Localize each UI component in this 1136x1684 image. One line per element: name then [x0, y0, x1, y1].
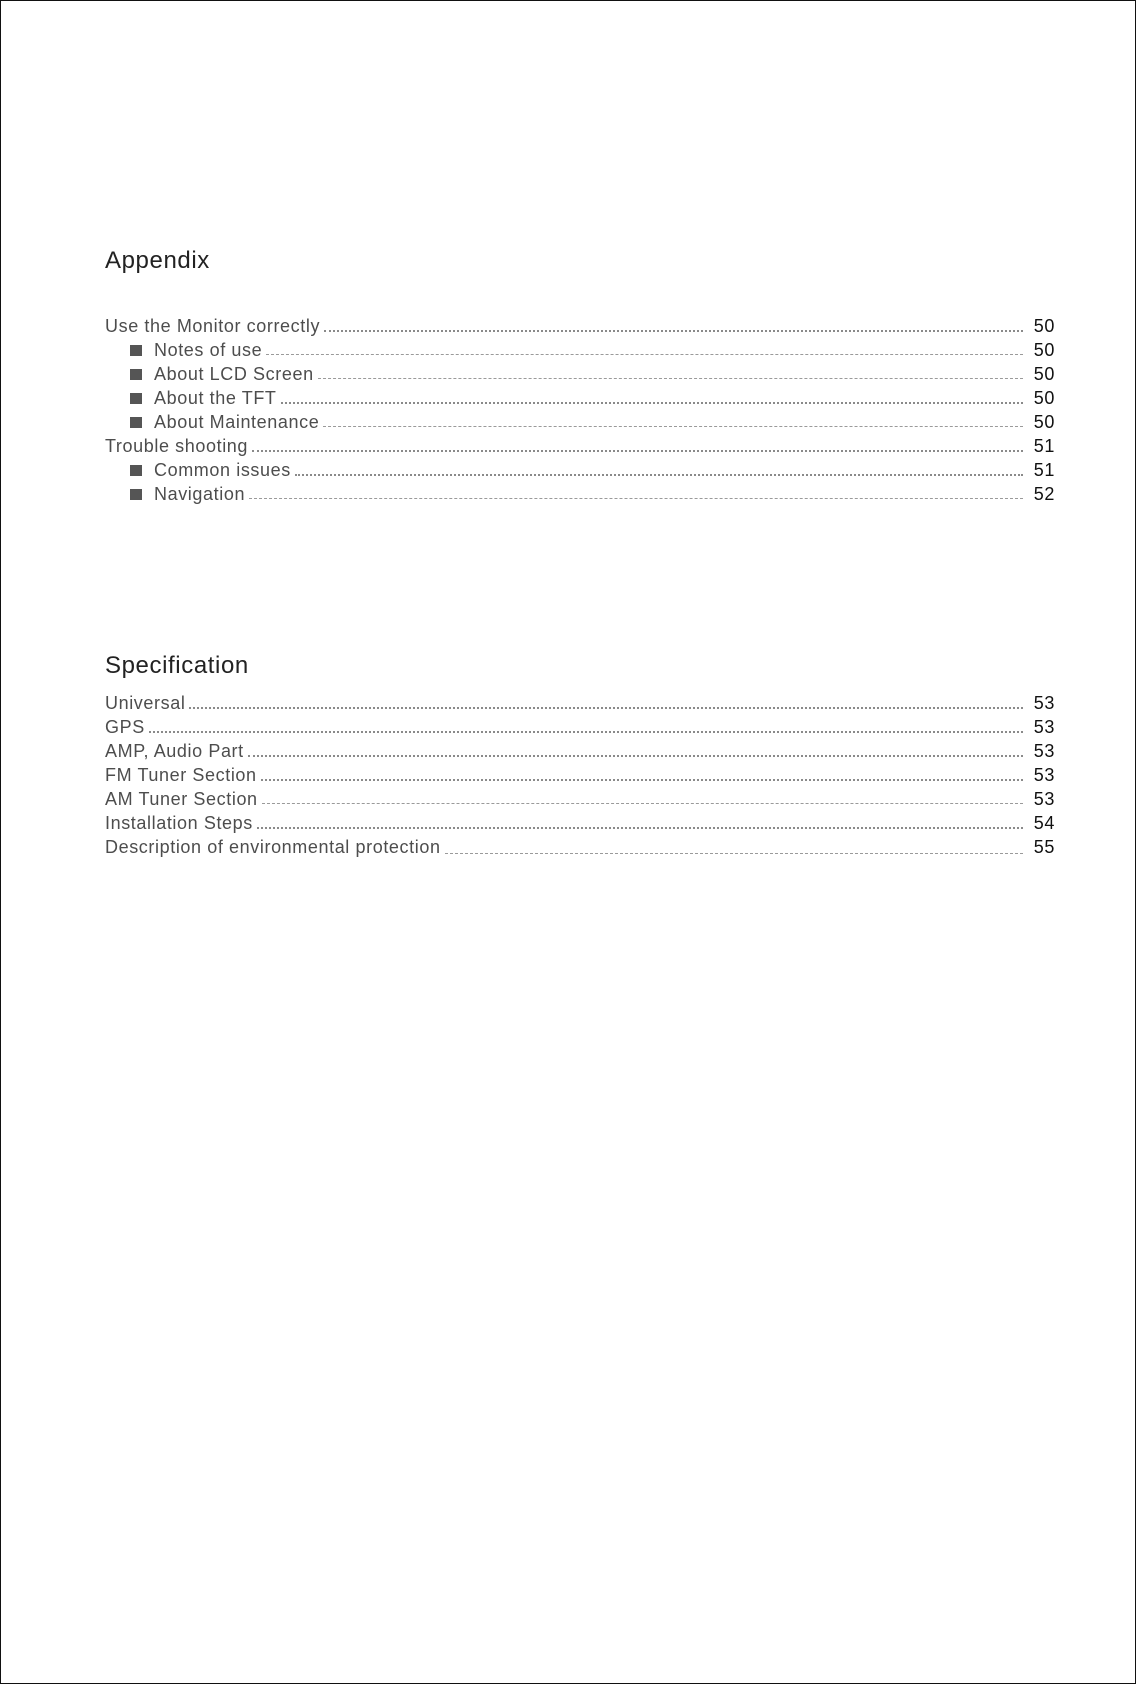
toc-entry-label: Trouble shooting [105, 436, 249, 456]
toc-entry-label: AM Tuner Section [105, 789, 258, 809]
toc-entry-label: GPS [105, 717, 145, 737]
dot-leader [266, 353, 1023, 355]
dot-leader [149, 730, 1023, 733]
toc-page-number: 53 [1033, 717, 1055, 737]
dot-leader [445, 852, 1023, 854]
toc-page-number: 55 [1033, 837, 1055, 857]
toc-entry-amp-audio-part[interactable] [105, 741, 1055, 765]
square-bullet-icon [130, 417, 142, 428]
toc-entry-about-lcd-screen[interactable] [105, 364, 1055, 388]
toc-entry-label: Universal [105, 693, 186, 713]
toc-page-number: 52 [1033, 484, 1055, 504]
toc-entry-gps[interactable] [105, 717, 1055, 741]
toc-page-number: 51 [1033, 436, 1055, 456]
specification-heading: Specification [105, 652, 249, 679]
toc-entry-label: Notes of use [154, 340, 263, 360]
toc-entry-label: Installation Steps [105, 813, 253, 833]
toc-page-number: 50 [1033, 364, 1055, 384]
toc-page-number: 51 [1033, 460, 1055, 480]
toc-page-number: 53 [1033, 693, 1055, 713]
dot-leader [281, 401, 1023, 404]
toc-entry-environmental-protection[interactable] [105, 837, 1055, 865]
toc-page-number: 53 [1033, 765, 1055, 785]
appendix-heading: Appendix [105, 247, 210, 274]
square-bullet-icon [130, 465, 142, 476]
toc-page-number: 50 [1033, 316, 1055, 336]
dot-leader [295, 473, 1023, 476]
toc-entry-installation-steps[interactable] [105, 813, 1055, 837]
dot-leader [323, 425, 1023, 427]
toc-page-number: 53 [1033, 789, 1055, 809]
dot-leader [324, 329, 1023, 332]
toc-entry-common-issues[interactable] [105, 460, 1055, 484]
toc-entry-label: About LCD Screen [154, 364, 314, 384]
dot-leader [189, 706, 1023, 709]
toc-entry-about-the-tft[interactable] [105, 388, 1055, 412]
specification-toc-list [105, 693, 1055, 865]
toc-entry-use-the-monitor-correctly[interactable] [105, 316, 1055, 340]
square-bullet-icon [130, 369, 142, 380]
dot-leader [257, 826, 1023, 829]
toc-page-number: 53 [1033, 741, 1055, 761]
toc-entry-label: Use the Monitor correctly [105, 316, 321, 336]
toc-page-number: 50 [1033, 388, 1055, 408]
toc-entry-trouble-shooting[interactable] [105, 436, 1055, 460]
toc-entry-about-maintenance[interactable] [105, 412, 1055, 436]
toc-entry-label: AMP, Audio Part [105, 741, 244, 761]
square-bullet-icon [130, 489, 142, 500]
toc-page-number: 54 [1033, 813, 1055, 833]
toc-entry-label: Navigation [154, 484, 246, 504]
dot-leader [262, 802, 1023, 804]
square-bullet-icon [130, 393, 142, 404]
toc-entry-label: Description of environmental protection [105, 837, 441, 857]
toc-entry-label: About the TFT [154, 388, 277, 408]
square-bullet-icon [130, 345, 142, 356]
toc-entry-navigation[interactable] [105, 484, 1055, 508]
toc-entry-fm-tuner-section[interactable] [105, 765, 1055, 789]
dot-leader [252, 449, 1023, 452]
toc-entry-label: Common issues [154, 460, 291, 480]
dot-leader [248, 754, 1023, 757]
dot-leader [318, 377, 1023, 379]
toc-page-number: 50 [1033, 340, 1055, 360]
appendix-toc-list [105, 316, 1055, 508]
toc-entry-am-tuner-section[interactable] [105, 789, 1055, 813]
toc-page-number: 50 [1033, 412, 1055, 432]
toc-entry-universal[interactable] [105, 693, 1055, 717]
dot-leader [249, 497, 1023, 499]
toc-entry-notes-of-use[interactable] [105, 340, 1055, 364]
toc-entry-label: About Maintenance [154, 412, 320, 432]
toc-entry-label: FM Tuner Section [105, 765, 257, 785]
dot-leader [261, 778, 1023, 781]
